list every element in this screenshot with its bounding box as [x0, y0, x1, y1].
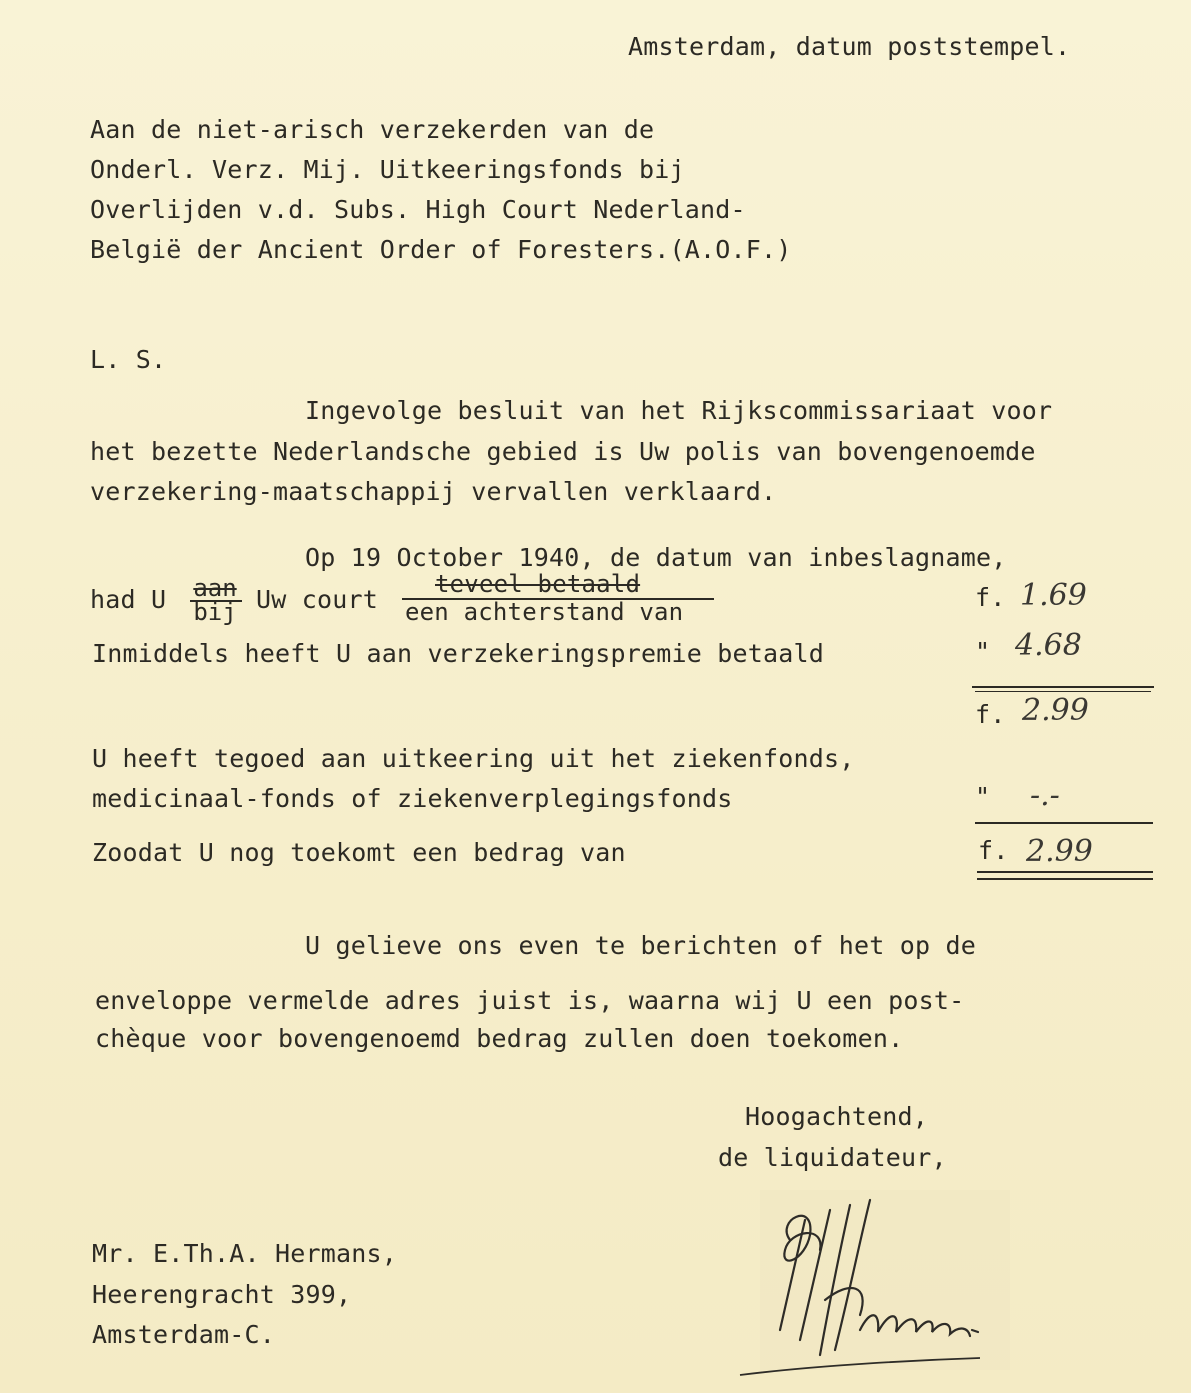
- para1-line-2: het bezette Nederlandsche gebied is Uw polis van bovengenoemde: [90, 437, 1036, 466]
- amount2-prefix: ": [975, 637, 991, 666]
- total-line: Zoodat U nog toekomt een bedrag van: [92, 838, 626, 867]
- para2-line: Op 19 October 1940, de datum van inbeslagname,: [305, 543, 1007, 572]
- address-line-1: Aan de niet-arisch verzekerden van de: [90, 115, 655, 144]
- total-prefix: f.: [978, 836, 1009, 865]
- tegoed-line-2: medicinaal-fonds of ziekenverplegingsfonds: [92, 784, 733, 813]
- para1-line-1: Ingevolge besluit van het Rijkscommissariaat voor: [305, 396, 1053, 425]
- place-date: Amsterdam, datum poststempel.: [628, 32, 1071, 61]
- amount2-handwritten: 4.68: [1015, 628, 1082, 663]
- closing-line-2: de liquidateur,: [718, 1143, 947, 1172]
- salutation: L. S.: [90, 345, 167, 374]
- fraction-bottom: bij: [193, 598, 237, 626]
- address-line-2: Onderl. Verz. Mij. Uitkeeringsfonds bij: [90, 155, 685, 184]
- amount1-handwritten: 1.69: [1020, 578, 1087, 613]
- total-double-rule: [977, 871, 1153, 880]
- sender-street: Heerengracht 399,: [92, 1280, 352, 1309]
- address-line-4: België der Ancient Order of Foresters.(A.O.F.): [90, 235, 792, 264]
- total-handwritten: 2.99: [1026, 834, 1093, 869]
- para1-line-3: verzekering-maatschappij vervallen verklaard.: [90, 477, 777, 506]
- subtotal-prefix: f.: [975, 700, 1006, 729]
- subtotal-rule: [972, 686, 1154, 688]
- amount1-prefix: f.: [975, 583, 1006, 612]
- uw-court-text: Uw court: [256, 585, 379, 614]
- address-line-3: Overlijden v.d. Subs. High Court Nederland-: [90, 195, 746, 224]
- subtotal-rule-2: [975, 691, 1151, 692]
- option-kept: een achterstand van: [405, 598, 684, 626]
- tegoed-line-1: U heeft tegoed aan uitkeering uit het ziekenfonds,: [92, 744, 855, 773]
- sender-city: Amsterdam-C.: [92, 1320, 276, 1349]
- fraction-top-struck: aan: [193, 574, 237, 602]
- amount3-handwritten: -.-: [1030, 778, 1060, 813]
- subtotal-handwritten: 2.99: [1022, 693, 1089, 728]
- para3-line-2: enveloppe vermelde adres juist is, waarna wij U een post-: [95, 986, 965, 1015]
- para3-line-3: chèque voor bovengenoemd bedrag zullen doen toekomen.: [95, 1024, 904, 1053]
- para3-line-1: U gelieve ons even te berichten of het op de: [305, 931, 977, 960]
- option-struck: teveel betaald: [435, 570, 641, 598]
- closing-line-1: Hoogachtend,: [745, 1102, 929, 1131]
- total-rule: [975, 822, 1153, 824]
- had-u-text: had U: [90, 585, 167, 614]
- sender-name: Mr. E.Th.A. Hermans,: [92, 1239, 398, 1268]
- amount3-prefix: ": [975, 782, 991, 811]
- premium-line: Inmiddels heeft U aan verzekeringspremie betaald: [92, 639, 825, 668]
- signature: [720, 1180, 1020, 1390]
